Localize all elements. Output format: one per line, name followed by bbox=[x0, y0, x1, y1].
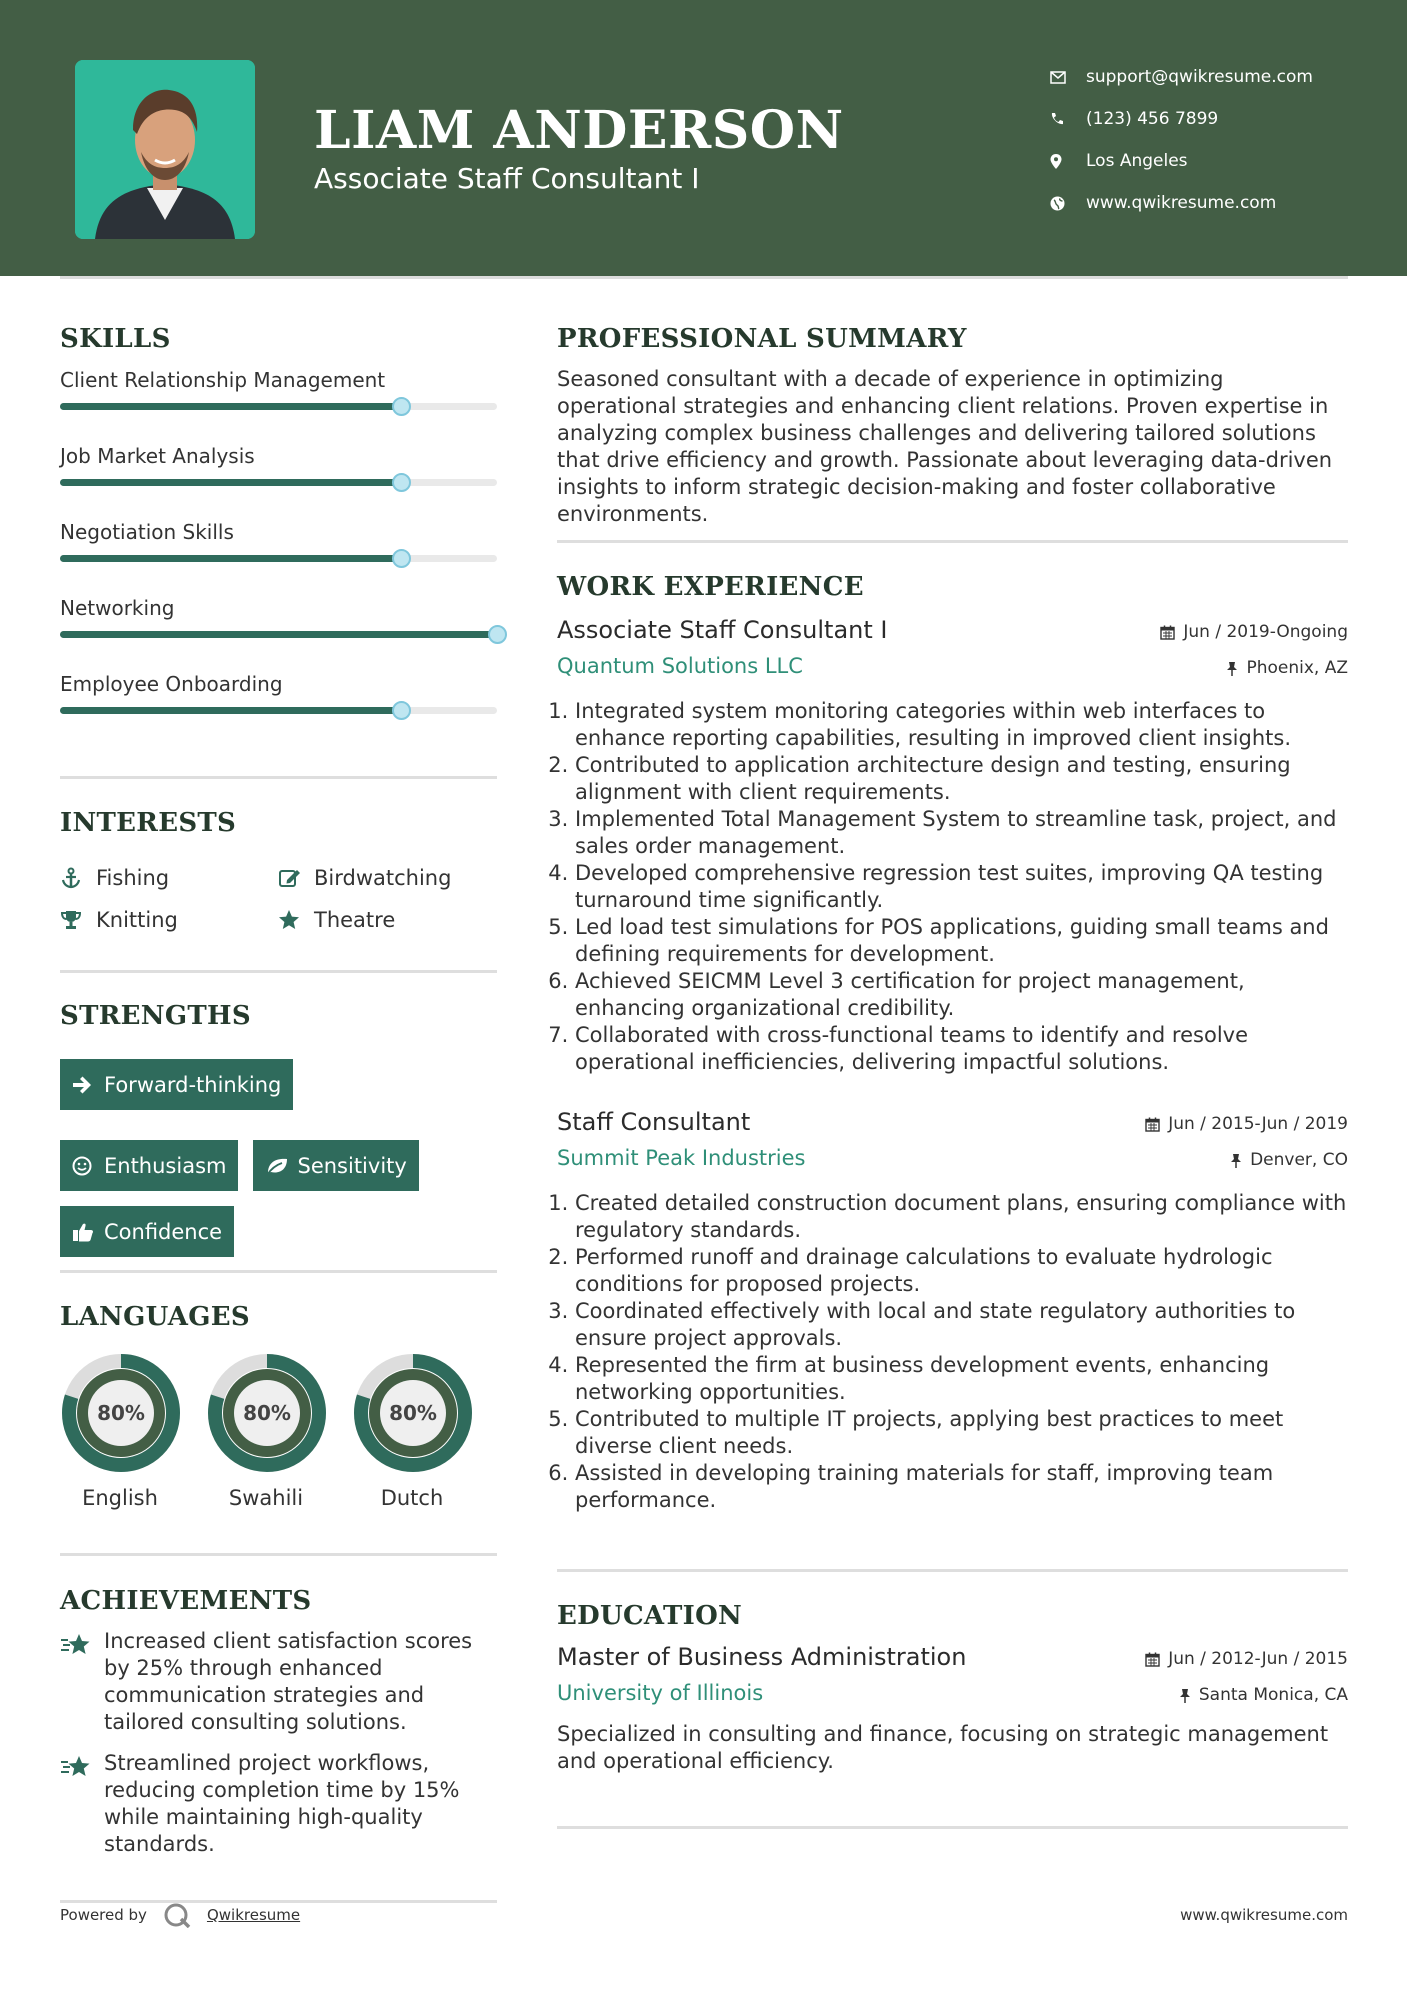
footer-powered-by bbox=[60, 1902, 300, 1928]
section-divider bbox=[60, 970, 497, 973]
star-icon bbox=[278, 909, 314, 931]
contact-website-text: www.qwikresume.com bbox=[1086, 193, 1277, 213]
contact-list bbox=[1050, 56, 1350, 224]
strength-tag bbox=[60, 1140, 238, 1191]
summary-section bbox=[557, 324, 1348, 528]
skill-bar-knob bbox=[392, 397, 411, 416]
phone-icon bbox=[1050, 112, 1086, 126]
section-divider bbox=[557, 1569, 1348, 1572]
skill-item bbox=[60, 596, 497, 672]
map-pin-icon bbox=[1050, 154, 1086, 169]
language-percent: 80% bbox=[97, 1401, 145, 1425]
strengths-list bbox=[60, 1059, 497, 1257]
contact-location-text: Los Angeles bbox=[1086, 151, 1188, 171]
interest-item bbox=[60, 866, 278, 890]
skill-bar-fill bbox=[60, 707, 401, 714]
education-title: EDUCATION bbox=[557, 1601, 743, 1631]
responsibility-item: 3. Coordinated effectively with local and state regulatory authorities to ensure project approvals. bbox=[575, 1298, 1348, 1352]
responsibility-item: 5. Led load test simulations for POS applications, guiding small teams and defining requirements for development. bbox=[575, 914, 1348, 968]
education-location bbox=[1179, 1685, 1348, 1705]
calendar-icon bbox=[1145, 1117, 1160, 1132]
skill-item bbox=[60, 444, 497, 520]
contact-phone[interactable] bbox=[1050, 98, 1350, 140]
responsibility-item: 2. Contributed to application architecture design and testing, ensuring alignment with client requirements. bbox=[575, 752, 1348, 806]
summary-text: Seasoned consultant with a decade of experience in optimizing operational strategies and enhancing client relations. Proven expertise in analyzing complex business challenges and delivering tailored solutions that drive efficiency and growth. Passionate about leveraging data-driven insights to inform strategic decision-making and foster collaborative environments. bbox=[557, 367, 1333, 526]
calendar-icon bbox=[1145, 1652, 1160, 1667]
skill-bar-fill bbox=[60, 403, 401, 410]
section-divider bbox=[557, 1826, 1348, 1829]
interest-label: Theatre bbox=[314, 908, 396, 932]
interests-list bbox=[60, 866, 497, 932]
strength-label: Enthusiasm bbox=[104, 1153, 227, 1178]
edit-icon bbox=[278, 867, 314, 889]
candidate-name: LIAM ANDERSON bbox=[314, 100, 844, 161]
skill-bar-fill bbox=[60, 555, 401, 562]
language-percent: 80% bbox=[389, 1401, 437, 1425]
responsibility-item: 6. Achieved SEICMM Level 3 certification for project management, enhancing organizational credibility. bbox=[575, 968, 1348, 1022]
skills-section bbox=[60, 324, 497, 748]
job-company: Quantum Solutions LLC bbox=[557, 654, 803, 678]
responsibility-item: 1. Integrated system monitoring categories within web interfaces to enhance reporting capabilities, resulting in improved client insights. bbox=[575, 698, 1348, 752]
pushpin-icon bbox=[1226, 661, 1238, 676]
achievements-title: ACHIEVEMENTS bbox=[60, 1586, 312, 1616]
achievement-text: Increased client satisfaction scores by 25% through enhanced communication strategies and tailored consulting solutions. bbox=[104, 1629, 473, 1734]
interest-label: Knitting bbox=[96, 908, 178, 932]
leaf-icon bbox=[265, 1156, 297, 1176]
language-item bbox=[60, 1352, 180, 1510]
language-donut bbox=[352, 1352, 474, 1474]
language-item bbox=[206, 1352, 326, 1510]
strength-label: Confidence bbox=[104, 1219, 223, 1244]
job-title: Associate Staff Consultant I bbox=[557, 616, 888, 644]
strength-tag bbox=[60, 1206, 234, 1257]
globe-icon bbox=[1050, 196, 1086, 211]
section-divider bbox=[60, 1553, 497, 1556]
interest-item bbox=[278, 866, 497, 890]
job-entry bbox=[557, 1108, 1348, 1514]
language-percent: 80% bbox=[243, 1401, 291, 1425]
interest-item bbox=[278, 908, 497, 932]
interest-label: Fishing bbox=[96, 866, 170, 890]
skill-bar-fill bbox=[60, 631, 497, 638]
calendar-icon bbox=[1160, 625, 1175, 640]
envelope-icon bbox=[1050, 71, 1086, 84]
job-location-text: Phoenix, AZ bbox=[1246, 658, 1348, 678]
skill-label: Networking bbox=[60, 596, 175, 620]
responsibility-item: 5. Contributed to multiple IT projects, applying best practices to meet diverse client needs. bbox=[575, 1406, 1348, 1460]
languages-title: LANGUAGES bbox=[60, 1302, 250, 1332]
skill-label: Job Market Analysis bbox=[60, 444, 255, 468]
arrow-right-icon bbox=[72, 1076, 104, 1094]
job-location bbox=[1230, 1150, 1348, 1170]
achievement-text: Streamlined project workflows, reducing completion time by 15% while maintaining high-quality standards. bbox=[104, 1751, 460, 1856]
interest-label: Birdwatching bbox=[314, 866, 452, 890]
strength-tag bbox=[60, 1059, 293, 1110]
language-item bbox=[352, 1352, 472, 1510]
job-entry bbox=[557, 616, 1348, 1076]
contact-email[interactable] bbox=[1050, 56, 1350, 98]
work-title: WORK EXPERIENCE bbox=[557, 572, 864, 602]
language-donut bbox=[60, 1352, 182, 1474]
education-location-text: Santa Monica, CA bbox=[1198, 1685, 1348, 1705]
pushpin-icon bbox=[1179, 1688, 1191, 1703]
anchor-icon bbox=[60, 867, 96, 889]
job-date-text: Jun / 2019-Ongoing bbox=[1183, 622, 1348, 642]
skill-bar-knob bbox=[392, 701, 411, 720]
contact-website[interactable] bbox=[1050, 182, 1350, 224]
responsibility-item: 6. Assisted in developing training materials for staff, improving team performance. bbox=[575, 1460, 1348, 1514]
achievement-item bbox=[60, 1628, 497, 1736]
skill-item bbox=[60, 672, 497, 748]
responsibility-item: 3. Implemented Total Management System to streamline task, project, and sales order management. bbox=[575, 806, 1348, 860]
skill-bar-knob bbox=[488, 625, 507, 644]
brand-link[interactable]: Qwikresume bbox=[206, 1906, 301, 1924]
achievement-item bbox=[60, 1750, 497, 1858]
qwikresume-logo-icon bbox=[163, 1902, 193, 1928]
skill-item bbox=[60, 520, 497, 596]
job-responsibilities bbox=[557, 1190, 1348, 1514]
school-name: University of Illinois bbox=[557, 1681, 764, 1705]
section-divider bbox=[557, 540, 1348, 543]
trophy-icon bbox=[60, 909, 96, 931]
strength-label: Forward-thinking bbox=[104, 1072, 282, 1097]
education-date-text: Jun / 2012-Jun / 2015 bbox=[1168, 1649, 1348, 1669]
strength-label: Sensitivity bbox=[297, 1153, 407, 1178]
section-divider bbox=[60, 776, 497, 779]
responsibility-item: 4. Developed comprehensive regression test suites, improving QA testing turnaround time significantly. bbox=[575, 860, 1348, 914]
thumbs-up-icon bbox=[72, 1222, 104, 1242]
job-location-text: Denver, CO bbox=[1250, 1150, 1348, 1170]
header-banner bbox=[0, 0, 1407, 276]
work-section bbox=[557, 572, 1348, 1514]
skill-bar-knob bbox=[392, 549, 411, 568]
responsibility-item: 7. Collaborated with cross-functional teams to identify and resolve operational inefficiencies, delivering impactful solutions. bbox=[575, 1022, 1348, 1076]
job-title: Staff Consultant bbox=[557, 1108, 751, 1136]
profile-photo bbox=[75, 60, 255, 239]
skill-label: Negotiation Skills bbox=[60, 520, 234, 544]
languages-list bbox=[60, 1352, 497, 1510]
job-date-text: Jun / 2015-Jun / 2019 bbox=[1168, 1114, 1348, 1134]
language-name: Swahili bbox=[228, 1486, 304, 1510]
language-name: Dutch bbox=[380, 1486, 444, 1510]
job-location bbox=[1226, 658, 1348, 678]
degree-title: Master of Business Administration bbox=[557, 1643, 967, 1671]
job-responsibilities bbox=[557, 698, 1348, 1076]
skill-label: Client Relationship Management bbox=[60, 368, 386, 392]
achievements-section bbox=[60, 1586, 497, 1858]
header-divider bbox=[60, 276, 1348, 279]
skills-list bbox=[60, 368, 497, 748]
powered-by-label: Powered by bbox=[60, 1906, 147, 1924]
section-divider bbox=[60, 1270, 497, 1273]
language-name: English bbox=[82, 1486, 158, 1510]
education-text: Specialized in consulting and finance, focusing on strategic management and operational efficiency. bbox=[557, 1722, 1329, 1773]
job-company: Summit Peak Industries bbox=[557, 1146, 806, 1170]
footer-website[interactable]: www.qwikresume.com bbox=[1180, 1906, 1348, 1924]
strength-tag bbox=[253, 1140, 418, 1191]
responsibility-item: 2. Performed runoff and drainage calculations to evaluate hydrologic conditions for proposed projects. bbox=[575, 1244, 1348, 1298]
contact-phone-text: (123) 456 7899 bbox=[1086, 109, 1219, 129]
skill-bar-knob bbox=[392, 473, 411, 492]
job-date bbox=[1145, 1114, 1348, 1134]
skill-bar-fill bbox=[60, 479, 401, 486]
smile-icon bbox=[72, 1156, 104, 1176]
contact-email-text: support@qwikresume.com bbox=[1086, 67, 1313, 87]
strengths-title: STRENGTHS bbox=[60, 1001, 251, 1031]
pushpin-icon bbox=[1230, 1153, 1242, 1168]
skill-label: Employee Onboarding bbox=[60, 672, 283, 696]
strengths-section bbox=[60, 1001, 497, 1257]
education-date bbox=[1145, 1649, 1348, 1669]
star-badge-icon bbox=[60, 1628, 104, 1736]
interest-item bbox=[60, 908, 278, 932]
languages-section bbox=[60, 1302, 497, 1510]
star-badge-icon bbox=[60, 1750, 104, 1858]
responsibility-item: 4. Represented the firm at business development events, enhancing networking opportunities. bbox=[575, 1352, 1348, 1406]
contact-location bbox=[1050, 140, 1350, 182]
language-donut bbox=[206, 1352, 328, 1474]
education-section bbox=[557, 1601, 1348, 1775]
responsibility-item: 1. Created detailed construction document plans, ensuring compliance with regulatory standards. bbox=[575, 1190, 1348, 1244]
skill-item bbox=[60, 368, 497, 444]
interests-section bbox=[60, 808, 497, 932]
summary-title: PROFESSIONAL SUMMARY bbox=[557, 324, 967, 354]
interests-title: INTERESTS bbox=[60, 808, 237, 838]
job-date bbox=[1160, 622, 1348, 642]
candidate-title: Associate Staff Consultant I bbox=[314, 162, 700, 195]
skills-title: SKILLS bbox=[60, 324, 171, 354]
